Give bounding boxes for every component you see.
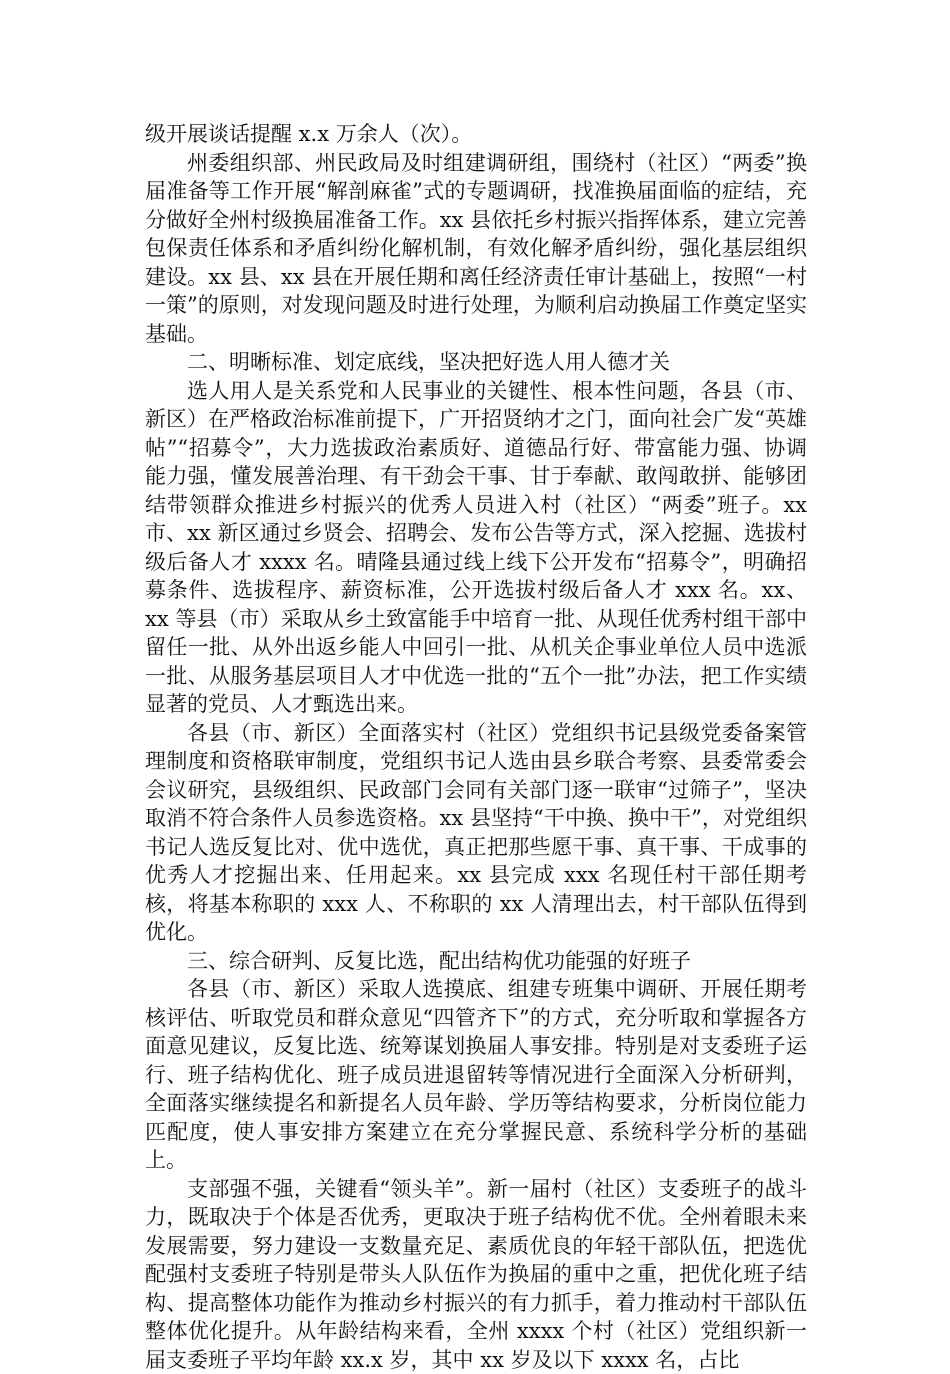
paragraph-body: 各县（市、新区）全面落实村（社区）党组织书记县级党委备案管理制度和资格联审制度，党组织书记人选由县乡联合考察、县委常委会会议研究，县级组织、民政部门会同有关部门逐一联审“过筛子”，坚决取消不符合条件人员参选资格。xx 县坚持“干中换、换中干”，对党组织书记人选反复比对、优中选优，真正把那些愿干事、真干事、干成事的优秀人才挖掘出来、任用起来。xx 县完成 xxx 名现任村干部任期考核，将基本称职的 xxx 人、不称职的 xx 人清理出去，村干部队伍得到优化。 [145,719,807,947]
paragraph-body: 选人用人是关系党和人民事业的关键性、根本性问题，各县（市、新区）在严格政治标准前提下，广开招贤纳才之门，面向社会广发“英雄帖”“招募令”，大力选拔政治素质好、道德品行好、带富能力强、协调能力强，懂发展善治理、有干劲会干事、甘于奉献、敢闯敢拼、能够团结带领群众推进乡村振兴的优秀人员进入村（社区）“两委”班子。xx 市、xx 新区通过乡贤会、招聘会、发布公告等方式，深入挖掘、选拔村级后备人才 xxxx 名。晴隆县通过线上线下公开发布“招募令”，明确招募条件、选拔程序、薪资标准，公开选拔村级后备人才 xxx 名。xx、xx 等县（市）采取从乡土致富能手中培育一批、从现任优秀村组干部中留任一批、从外出返乡能人中回引一批、从机关企事业单位人员中选派一批、从服务基层项目人才中优选一批的“五个一批”办法，把工作实绩显著的党员、人才甄选出来。 [145,377,807,719]
paragraph-body: 支部强不强，关键看“领头羊”。新一届村（社区）支委班子的战斗力，既取决于个体是否优秀，更取决于班子结构优不优。全州着眼未来发展需要，努力建设一支数量充足、素质优良的年轻干部队伍，把选优配强村支委班子特别是带头人队伍作为换届的重中之重，把优化班子结构、提高整体功能作为推动乡村振兴的有力抓手，着力推动村干部队伍整体优化提升。从年龄结构来看，全州 xxxx 个村（社区）党组织新一届支委班子平均年龄 xx.x 岁，其中 xx 岁及以下 xxxx 名，占比 [145,1175,807,1374]
paragraph-continuation: 级开展谈话提醒 x.x 万余人（次）。 [145,120,807,149]
section-heading: 三、综合研判、反复比选，配出结构优功能强的好班子 [145,947,807,976]
document-page [145,120,807,1374]
paragraph-body: 州委组织部、州民政局及时组建调研组，围绕村（社区）“两委”换届准备等工作开展“解剖麻雀”式的专题调研，找准换届面临的症结，充分做好全州村级换届准备工作。xx 县依托乡村振兴指挥体系，建立完善包保责任体系和矛盾纠纷化解机制，有效化解矛盾纠纷，强化基层组织建设。xx 县、xx 县在开展任期和离任经济责任审计基础上，按照“一村一策”的原则，对发现问题及时进行处理，为顺利启动换届工作奠定坚实基础。 [145,149,807,349]
paragraph-body: 各县（市、新区）采取人选摸底、组建专班集中调研、开展任期考核评估、听取党员和群众意见“四管齐下”的方式，充分听取和掌握各方面意见建议，反复比选、统筹谋划换届人事安排。特别是对支委班子运行、班子结构优化、班子成员进退留转等情况进行全面深入分析研判，全面落实继续提名和新提名人员年龄、学历等结构要求，分析岗位能力匹配度，使人事安排方案建立在充分掌握民意、系统科学分析的基础上。 [145,975,807,1175]
section-heading: 二、明晰标准、划定底线，坚决把好选人用人德才关 [145,348,807,377]
